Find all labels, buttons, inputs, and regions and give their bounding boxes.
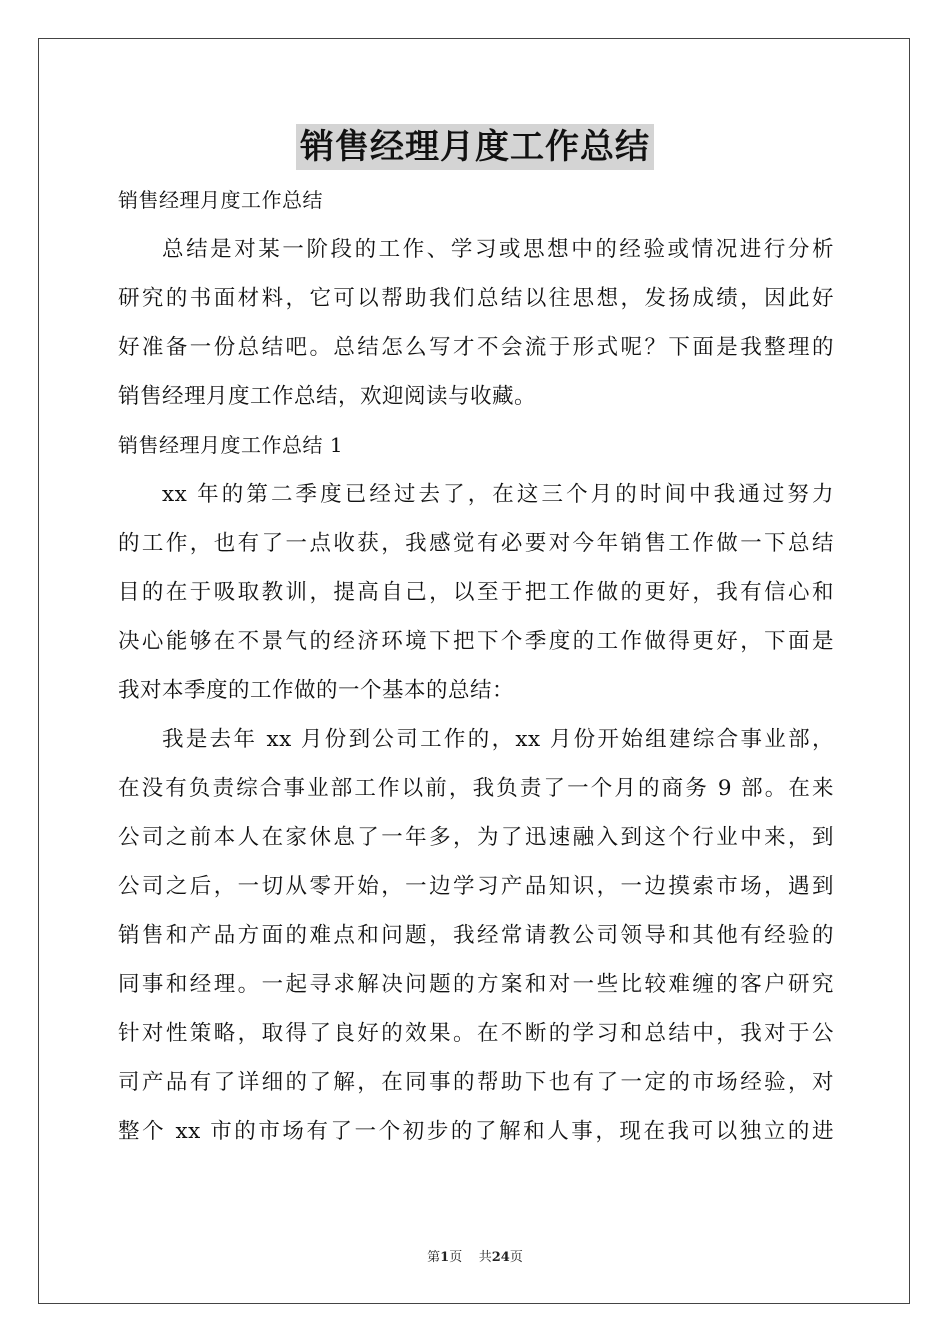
page-prefix: 第 (427, 1250, 441, 1265)
document-title: 销售经理月度工作总结 (296, 124, 654, 170)
section-heading: 销售经理月度工作总结 1 (118, 433, 344, 457)
paragraph-line: 整个 xx 市的市场有了一个初步的了解和人事，现在我可以独立的进 (118, 1119, 834, 1144)
paragraph-line: 我对本季度的工作做的一个基本的总结： (118, 678, 515, 703)
paragraph-line: 公司之前本人在家休息了一年多，为了迅速融入到这个行业中来，到 (118, 825, 834, 850)
paragraph-line: 在没有负责综合事业部工作以前，我负责了一个月的商务 9 部。在来 (118, 776, 834, 801)
intro-line: 好准备一份总结吧。总结怎么写才不会流于形式呢？下面是我整理的 (118, 335, 834, 360)
paragraph-line: 司产品有了详细的了解，在同事的帮助下也有了一定的市场经验，对 (118, 1070, 834, 1095)
intro-line: 研究的书面材料，它可以帮助我们总结以往思想，发扬成绩，因此好 (118, 286, 834, 311)
intro-line: 总结是对某一阶段的工作、学习或思想中的经验或情况进行分析 (162, 237, 834, 262)
paragraph-line: 目的在于吸取教训，提高自己，以至于把工作做的更好，我有信心和 (118, 580, 834, 605)
paragraph-line: 的工作，也有了一点收获，我感觉有必要对今年销售工作做一下总结 (118, 531, 834, 556)
intro-line: 销售经理月度工作总结，欢迎阅读与收藏。 (118, 384, 537, 409)
paragraph-line: 同事和经理。一起寻求解决问题的方案和对一些比较难缠的客户研究 (118, 972, 834, 997)
page-unit: 页 (449, 1250, 463, 1265)
paragraph-line: 针对性策略，取得了良好的效果。在不断的学习和总结中，我对于公 (118, 1021, 834, 1046)
page-footer (0, 1246, 950, 1265)
paragraph-line: xx 年的第二季度已经过去了，在这三个月的时间中我通过努力 (162, 482, 834, 507)
total-prefix: 共 (478, 1250, 492, 1265)
title-container (0, 124, 950, 170)
document-body (118, 176, 834, 1156)
paragraph-line: 公司之后，一切从零开始，一边学习产品知识，一边摸索市场，遇到 (118, 874, 834, 899)
paragraph-line: 销售和产品方面的难点和问题，我经常请教公司领导和其他有经验的 (118, 923, 834, 948)
paragraph-line: 我是去年 xx 月份到公司工作的，xx 月份开始组建综合事业部， (162, 727, 834, 752)
page-current: 1 (440, 1250, 450, 1265)
paragraph-line: 决心能够在不景气的经济环境下把下个季度的工作做得更好，下面是 (118, 629, 834, 654)
document-subtitle: 销售经理月度工作总结 (118, 188, 323, 212)
total-unit: 页 (509, 1250, 523, 1265)
page-total: 24 (491, 1250, 510, 1265)
